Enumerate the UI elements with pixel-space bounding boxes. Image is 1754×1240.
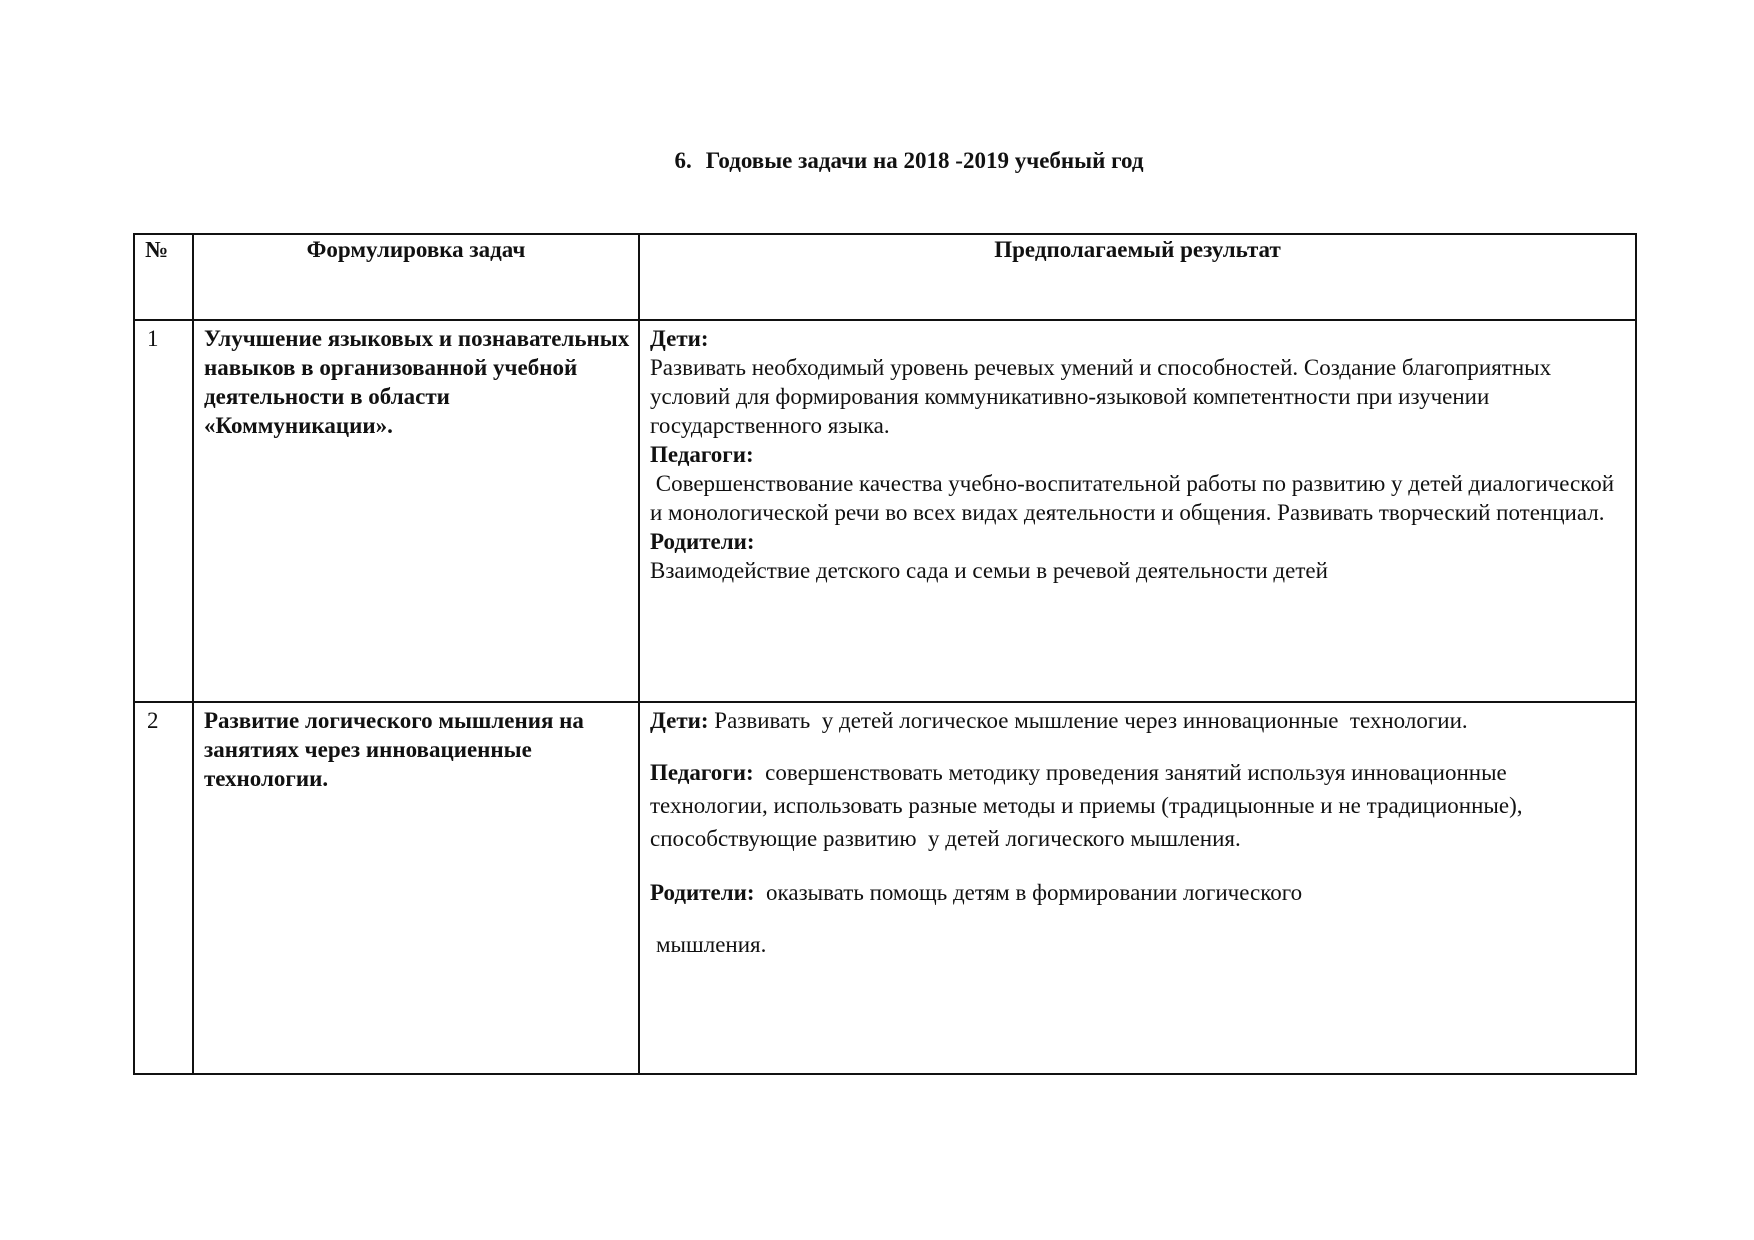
children-block xyxy=(650,706,1623,735)
task-text: Развитие логического мышления на занятиях через инновациенные технологии. xyxy=(193,702,639,1074)
parents-block xyxy=(650,876,1623,909)
row-number: 2 xyxy=(134,702,193,1074)
parents-text: Взаимодействие детского сада и семьи в речевой деятельности детей xyxy=(650,558,1328,583)
row-number: 1 xyxy=(134,320,193,702)
page-title xyxy=(0,146,1754,176)
header-number: № xyxy=(134,234,193,320)
teachers-text: Совершенствование качества учебно-воспитательной работы по развитию у детей диалогической и монологической речи во всех видах деятельности и общения. Развивать творческий потенциал. xyxy=(650,471,1620,525)
table-row xyxy=(134,702,1636,1074)
result-cell xyxy=(639,702,1636,1074)
parents-label: Родители: xyxy=(650,529,755,554)
teachers-label: Педагоги: xyxy=(650,442,754,467)
task-text: Улучшение языковых и познавательных навыков в организованной учебной деятельности в области «Коммуникации». xyxy=(193,320,639,702)
children-text: Развивать у детей логическое мышление через инновационные технологии. xyxy=(708,708,1468,733)
parents-label: Родители: xyxy=(650,880,755,905)
table-row xyxy=(134,320,1636,702)
children-label: Дети: xyxy=(650,708,709,733)
parents-text-continued: мышления. xyxy=(656,932,767,957)
children-label: Дети: xyxy=(650,326,709,351)
section-number: 6. xyxy=(674,148,692,173)
header-result: Предполагаемый результат xyxy=(639,234,1636,320)
parents-text: оказывать помощь детям в формировании логического xyxy=(754,880,1303,905)
teachers-text: совершенствовать методику проведения занятий используя инновационные технологии, использовать разные методы и приемы (традицыонные и не традиционные), способствующие развитию у детей логического мышления. xyxy=(650,760,1529,851)
annual-tasks-table xyxy=(133,233,1637,1075)
table-header-row xyxy=(134,234,1636,320)
header-task: Формулировка задач xyxy=(193,234,639,320)
section-title: Годовые задачи на 2018 -2019 учебный год xyxy=(705,148,1144,173)
teachers-label: Педагоги: xyxy=(650,760,754,785)
teachers-block xyxy=(650,756,1623,855)
children-text: Развивать необходимый уровень речевых умений и способностей. Создание благоприятных условий для формирования коммуникативно-языковой компетентности при изучении государственного языка. xyxy=(650,355,1552,438)
result-cell xyxy=(639,320,1636,702)
